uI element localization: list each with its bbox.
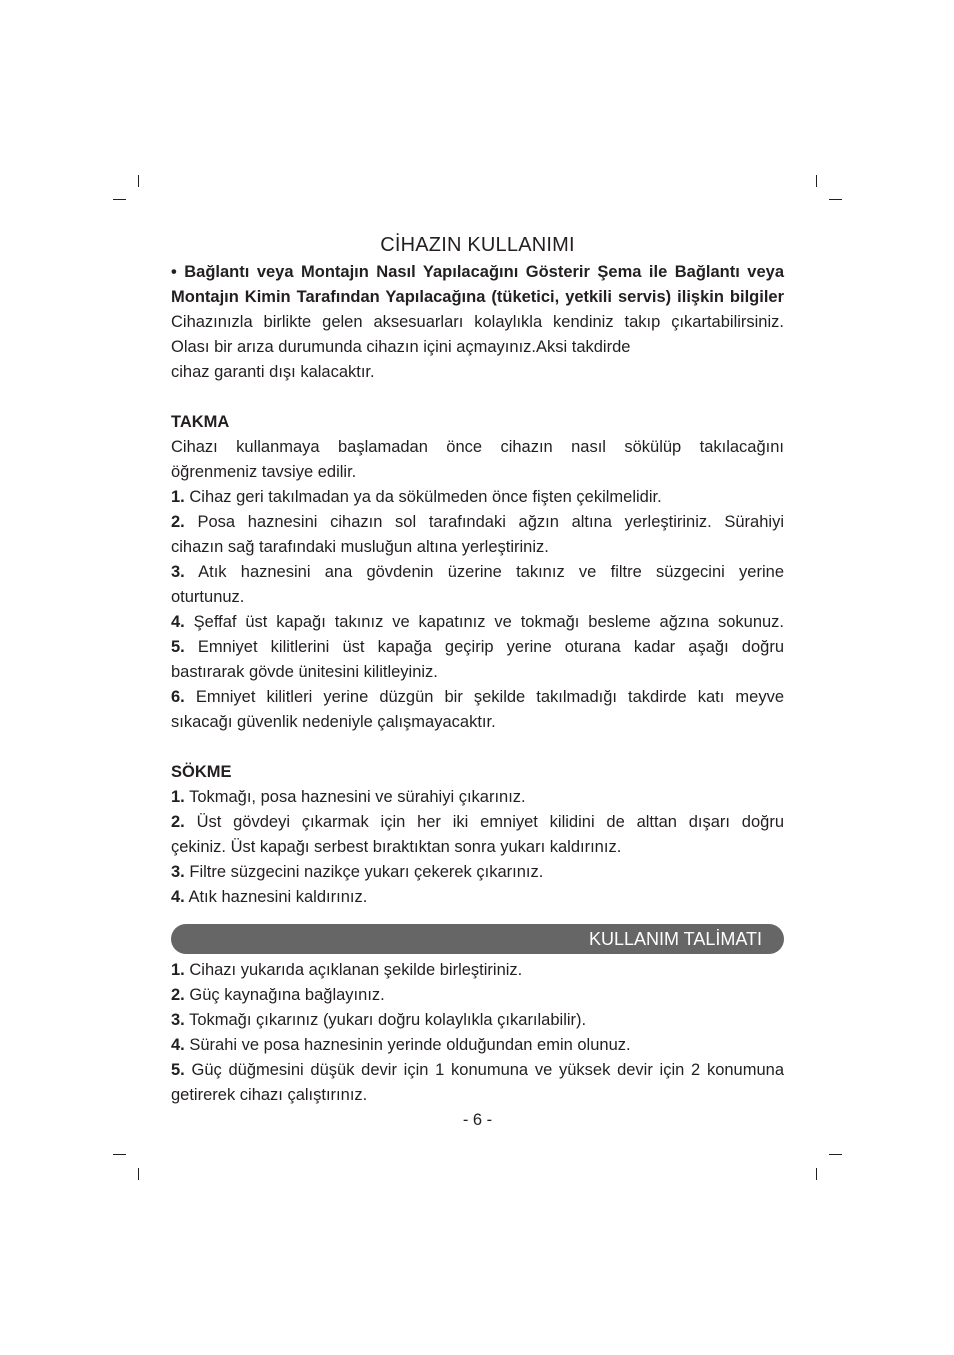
- step-text-continued: cihazın sağ tarafındaki musluğun altına yerleştiriniz.: [171, 538, 549, 556]
- step-text-continued: bastırarak gövde ünitesini kilitleyiniz.: [171, 663, 438, 681]
- step-text-continued: oturtunuz.: [171, 588, 245, 606]
- intro-body-line: cihaz garanti dışı kalacaktır.: [171, 363, 375, 381]
- step-text: Sürahi ve posa haznesinin yerinde olduğundan emin olunuz.: [189, 1036, 631, 1054]
- step-number: 5.: [171, 1061, 185, 1079]
- page-title: CİHAZIN KULLANIMI: [380, 234, 575, 256]
- sokme-step: [171, 810, 784, 835]
- step-number: 2.: [171, 813, 185, 831]
- step-text: Tokmağı çıkarınız (yukarı doğru kolaylıkla çıkarılabilir).: [189, 1011, 587, 1029]
- step-text-continued: sıkacağı güvenlik nedeniyle çalışmayacaktır.: [171, 713, 496, 731]
- intro-heading-line: • Bağlantı veya Montajın Nasıl Yapılacağını Gösterir Şema ile Bağlantı veya: [171, 263, 784, 281]
- step-text: Tokmağı, posa haznesini ve sürahiyi çıkarınız.: [189, 788, 526, 806]
- step-text-continued: çekiniz. Üst kapağı serbest bıraktıktan sonra yukarı kaldırınız.: [171, 838, 622, 856]
- usage-step: [171, 958, 784, 983]
- step-text: Üst gövdeyi çıkarmak için her iki emniyet kilidini de alttan dışarı doğru: [196, 813, 784, 831]
- sokme-step: [171, 785, 784, 810]
- step-text: Emniyet kilitlerini üst kapağa geçirip yerine oturana kadar aşağı doğru: [197, 638, 784, 656]
- step-number: 3.: [171, 863, 185, 881]
- usage-step: [171, 983, 784, 1008]
- usage-step: [171, 1033, 784, 1058]
- spacer: [171, 735, 784, 760]
- step-text: Cihaz geri takılmadan ya da sökülmeden önce fişten çekilmelidir.: [189, 488, 662, 506]
- crop-mark: [816, 175, 817, 187]
- sokme-step: [171, 860, 784, 885]
- usage-banner-title: KULLANIM TALİMATI: [588, 929, 762, 949]
- step-text: Güç kaynağına bağlayınız.: [189, 986, 385, 1004]
- step-number: 2.: [171, 986, 185, 1004]
- step-number: 3.: [171, 563, 185, 581]
- step-number: 5.: [171, 638, 185, 656]
- spacer: [171, 385, 784, 410]
- section-heading-takma: TAKMA: [171, 413, 230, 431]
- step-text-continued: getirerek cihazı çalıştırınız.: [171, 1086, 368, 1104]
- step-text: Filtre süzgecini nazikçe yukarı çekerek çıkarınız.: [189, 863, 544, 881]
- usage-banner: [171, 924, 784, 954]
- step-number: 1.: [171, 961, 185, 979]
- step-number: 2.: [171, 513, 185, 531]
- usage-step: [171, 1058, 784, 1083]
- page-content: [171, 260, 784, 1133]
- step-number: 4.: [171, 613, 185, 631]
- step-text: Güç düğmesini düşük devir için 1 konumuna ve yüksek devir için 2 konumuna: [191, 1061, 784, 1079]
- takma-step: [171, 485, 784, 510]
- crop-mark: [829, 199, 842, 200]
- crop-mark: [138, 1168, 139, 1180]
- usage-step: [171, 1008, 784, 1033]
- step-number: 4.: [171, 888, 185, 906]
- crop-mark: [816, 1168, 817, 1180]
- takma-step: [171, 635, 784, 660]
- intro-body-line: Olası bir arıza durumunda cihazın içini açmayınız.Aksi takdirde: [171, 338, 631, 356]
- step-number: 6.: [171, 688, 185, 706]
- page-number: - 6 -: [462, 1111, 493, 1129]
- takma-step: [171, 610, 784, 635]
- crop-mark: [829, 1154, 842, 1155]
- takma-intro-line: öğrenmeniz tavsiye edilir.: [171, 463, 357, 481]
- crop-mark: [113, 1154, 126, 1155]
- step-text: Atık haznesini ana gövdenin üzerine takınız ve filtre süzgecini yerine: [198, 563, 784, 581]
- step-number: 4.: [171, 1036, 185, 1054]
- takma-intro-line: Cihazı kullanmaya başlamadan önce cihazın nasıl sökülüp takılacağını: [171, 438, 784, 456]
- step-number: 3.: [171, 1011, 185, 1029]
- step-text: Emniyet kilitleri yerine düzgün bir şekilde takılmadığı takdirde katı meyve: [195, 688, 784, 706]
- step-text: Şeffaf üst kapağı takınız ve kapatınız ve tokmağı besleme ağzına sokunuz.: [193, 613, 785, 631]
- intro-body-line: Cihazınızla birlikte gelen aksesuarları kolaylıkla kendiniz takıp çıkartabilirsiniz.: [171, 313, 784, 331]
- takma-step: [171, 560, 784, 585]
- step-text: Cihazı yukarıda açıklanan şekilde birleştiriniz.: [189, 961, 523, 979]
- step-number: 1.: [171, 488, 185, 506]
- takma-step: [171, 685, 784, 710]
- step-number: 1.: [171, 788, 185, 806]
- takma-step: [171, 510, 784, 535]
- sokme-step: [171, 885, 784, 910]
- intro-heading-line: Montajın Kimin Tarafından Yapılacağına (tüketici, yetkili servis) ilişkin bilgiler: [171, 288, 784, 306]
- section-heading-sokme: SÖKME: [171, 763, 232, 781]
- step-text: Atık haznesini kaldırınız.: [188, 888, 368, 906]
- crop-mark: [113, 199, 126, 200]
- crop-mark: [138, 175, 139, 187]
- step-text: Posa haznesini cihazın sol tarafındaki ağzın altına yerleştiriniz. Sürahiyi: [197, 513, 784, 531]
